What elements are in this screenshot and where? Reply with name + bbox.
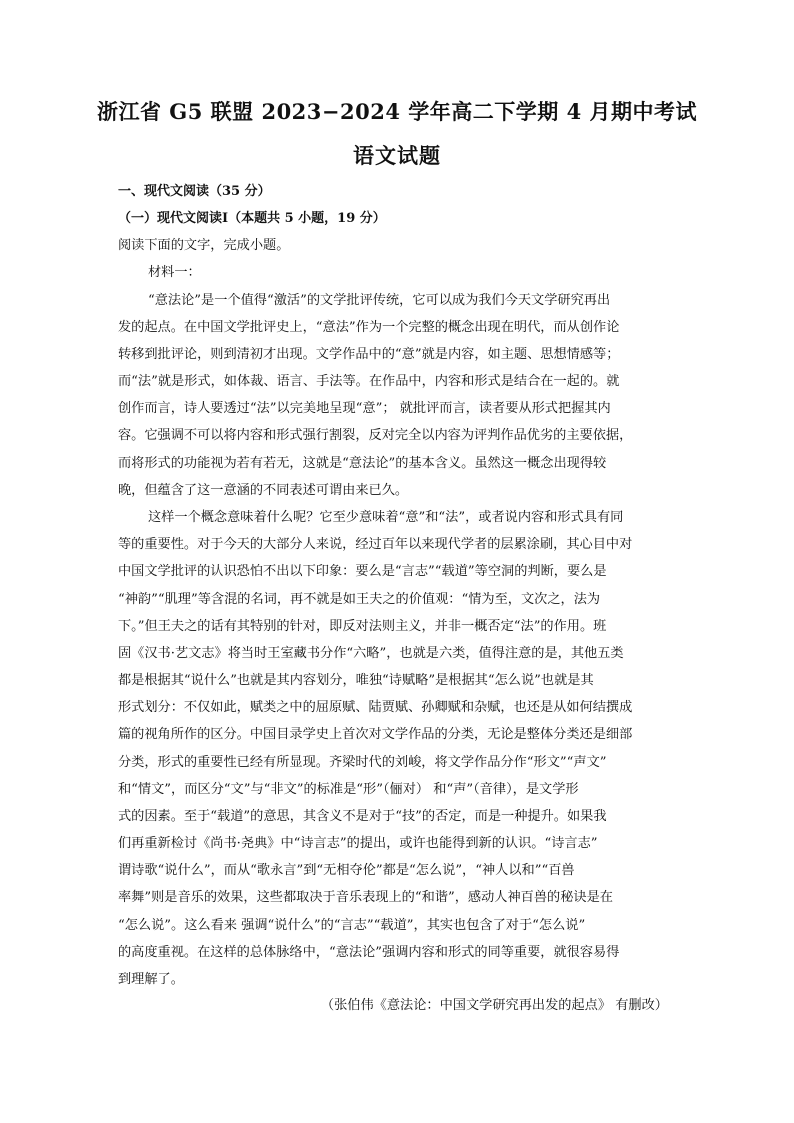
paragraph-2-line: 篇的视角所作的区分。中国目录学史上首次对文学作品的分类，无论是整体分类还是细部: [118, 727, 633, 742]
paragraph-1-line: 转移到批评论，则到清初才出现。文学作品中的“意”就是内容，如主题、思想情感等；: [118, 347, 620, 362]
paragraph-2-line: 分类，形式的重要性已经有所显现。齐梁时代的刘峻，将文学作品分作“形文”“声文”: [118, 755, 607, 770]
paragraph-1-line: 而“法”就是形式，如体裁、语言、手法等。在作品中，内容和形式是结合在一起的。就: [118, 374, 620, 389]
paragraph-1-line: “意法论”是一个值得“激活”的文学批评传统，它可以成为我们今天文学研究再出: [148, 293, 611, 308]
paragraph-2-line: 这样一个概念意味着什么呢？它至少意味着“意”和“法”，或者说内容和形式具有同: [148, 510, 624, 525]
paragraph-2-line: 率舞”则是音乐的效果，这些都取决于音乐表现上的“和谐”，感动人神百兽的秘诀是在: [118, 890, 613, 905]
paragraph-2-line: 的高度重视。在这样的总体脉络中，“意法论”强调内容和形式的同等重要，就很容易得: [118, 945, 620, 960]
source-citation: （张伯伟《意法论：中国文学研究再出发的起点》 有删改）: [320, 998, 668, 1013]
paragraph-2-line: 都是根据其“说什么”也就是其内容划分，唯独“诗赋略”是根据其“怎么说”也就是其: [118, 673, 594, 688]
page-subtitle: 语文试题: [353, 143, 441, 168]
paragraph-2-line: 们再重新检讨《尚书·尧典》中“诗言志”的提出，或许也能得到新的认识。“诗言志”: [118, 836, 598, 851]
paragraph-2-line: “怎么说”。这么看来 强调“说什么”的“言志”“载道”，其实也包含了对于“怎么说”: [118, 918, 586, 933]
paragraph-2-line: 中国文学批评的认识恐怕不出以下印象：要么是“言志”“载道”等空洞的判断，要么是: [118, 564, 607, 579]
paragraph-2-line: 等的重要性。对于今天的大部分人来说，经过百年以来现代学者的层累涂刷，其心目中对: [118, 537, 633, 552]
material-label: 材料一：: [148, 265, 201, 280]
paragraph-1-line: 创作而言，诗人要透过“法”以完美地呈现“意”； 就批评而言，读者要从形式把握其内: [118, 401, 611, 416]
instruction-text: 阅读下面的文字，完成小题。: [118, 238, 290, 253]
paragraph-1-line: 晚，但蕴含了这一意涵的不同表述可谓由来已久。: [118, 483, 409, 498]
paragraph-1-line: 容。它强调不可以将内容和形式强行割裂，反对完全以内容为评判作品优劣的主要依据，: [118, 428, 633, 443]
paragraph-2-line: 谓诗歌“说什么”，而从“歌永言”到“无相夺伦”都是“怎么说”，“神人以和”“百兽: [118, 863, 575, 878]
paragraph-2-line: 形式划分：不仅如此，赋类之中的屈原赋、陆贾赋、孙卿赋和杂赋，也还是从如何结撰成: [118, 700, 633, 715]
paragraph-2-line: 下。”但王夫之的话有其特别的针对，即反对法则主义，并非一概否定“法”的作用。班: [118, 619, 607, 634]
paragraph-2-line: 和“情文”，而区分“文”与“非文”的标准是“形”（俪对） 和“声”（音律），是文学形: [118, 782, 579, 797]
section-heading: 一、现代文阅读（35 分）: [118, 184, 271, 199]
subsection-heading: （一）现代文阅读Ⅰ（本题共 5 小题，19 分）: [118, 211, 386, 226]
paragraph-1-line: 发的起点。在中国文学批评史上，“意法”作为一个完整的概念出现在明代，而从创作论: [118, 320, 620, 335]
paragraph-2-line: 式的因素。至于“载道”的意思，其含义不是对于“技”的否定，而是一种提升。如果我: [118, 809, 607, 824]
paragraph-2-line: 固《汉书·艺文志》将当时王室藏书分作“六略”，也就是六类，值得注意的是，其他五类: [118, 646, 624, 661]
paragraph-2-line: “神韵”“肌理”等含混的名词，再不就是如王夫之的价值观：“情为至，文次之，法为: [118, 592, 601, 607]
paragraph-1-line: 而将形式的功能视为若有若无，这就是“意法论”的基本含义。虽然这一概念出现得较: [118, 456, 607, 471]
paragraph-2-line: 到理解了。: [118, 972, 184, 987]
page-title: 浙江省 G5 联盟 2023−2024 学年高二下学期 4 月期中考试: [96, 99, 697, 124]
